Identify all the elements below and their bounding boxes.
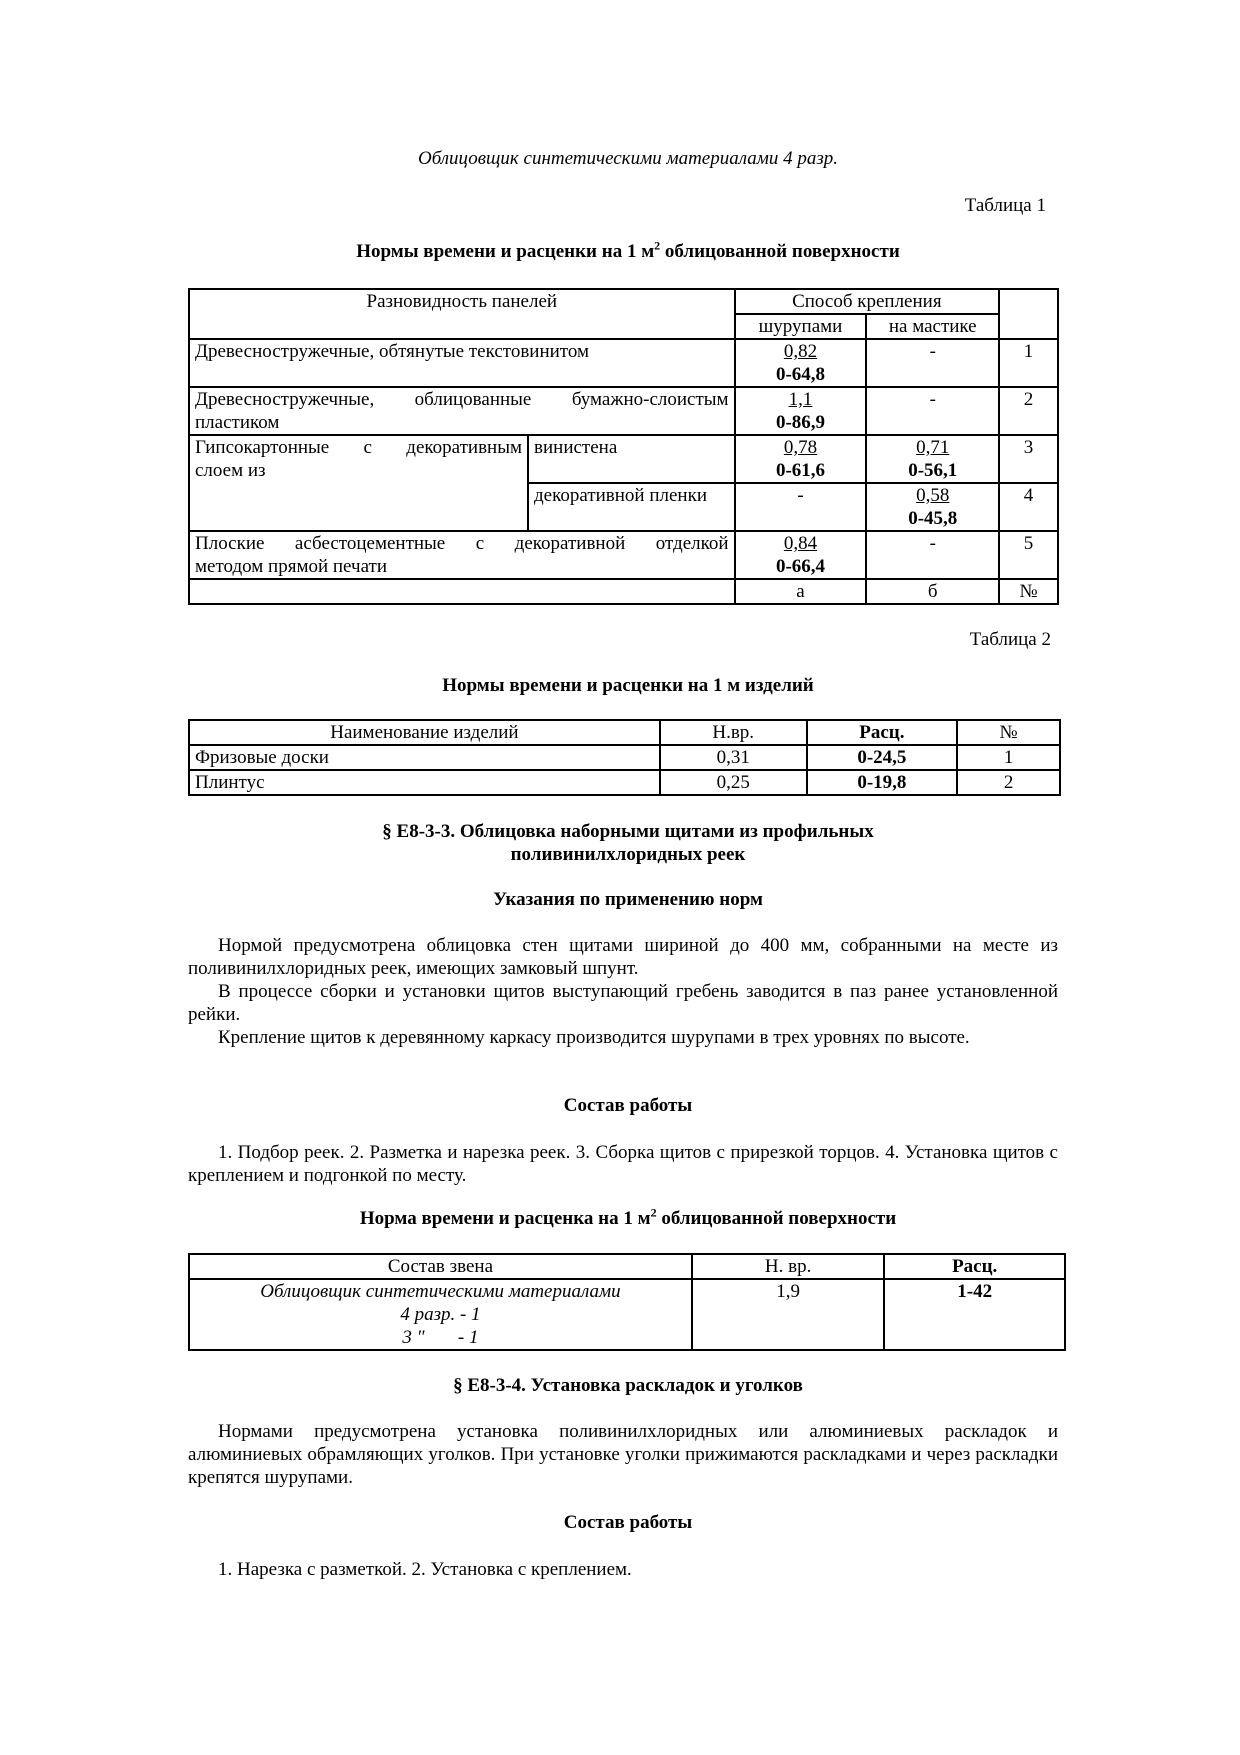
header-mastic: на мастике bbox=[866, 314, 999, 339]
table2-title: Нормы времени и расценки на 1 м изделий bbox=[442, 675, 814, 696]
cell-rate: 0-19,8 bbox=[807, 770, 958, 795]
table2-label: Таблица 2 bbox=[969, 629, 1051, 650]
paragraph: 1. Подбор реек. 2. Разметка и нарезка реек. 3. Сборка щитов с прирезкой торцов. 4. Установка щитов с креплением и подгонкой по месту. bbox=[188, 1142, 1058, 1186]
row-name: Плоские асбестоцементные с декоративной отделкой методом прямой печати bbox=[189, 531, 735, 579]
crew-norm-table bbox=[188, 1253, 1066, 1351]
norm-value: 0,82 bbox=[783, 341, 818, 362]
cell-name: Фризовые доски bbox=[189, 745, 660, 770]
rate-value: 0-61,6 bbox=[775, 460, 826, 481]
norm-value: 0,78 bbox=[783, 437, 818, 458]
cell-rate: 1-42 bbox=[884, 1279, 1065, 1350]
table-header-row bbox=[189, 720, 1060, 745]
norm-value: 0,58 bbox=[916, 485, 950, 506]
cell-mastic bbox=[866, 435, 999, 483]
header-number: № bbox=[957, 720, 1060, 745]
header-fastening-method: Способ крепления bbox=[735, 289, 1000, 314]
cell-mastic: - bbox=[866, 387, 999, 435]
paragraph: Крепление щитов к деревянному каркасу производится шурупами в трех уровнях по высоте. bbox=[218, 1027, 970, 1048]
table-row bbox=[189, 1279, 1065, 1350]
cell-number: 2 bbox=[957, 770, 1060, 795]
paragraph: 1. Нарезка с разметкой. 2. Установка с креплением. bbox=[218, 1559, 632, 1580]
rate-value: 0-66,4 bbox=[775, 556, 826, 577]
table1-label: Таблица 1 bbox=[964, 195, 1046, 216]
header-panel-kind: Разновидность панелей bbox=[189, 289, 735, 339]
table-row bbox=[189, 435, 1058, 483]
work-composition-heading-2: Состав работы bbox=[563, 1512, 693, 1533]
cell-screws bbox=[735, 435, 867, 483]
norm-value: 1,1 bbox=[788, 389, 813, 410]
cell-number: 3 bbox=[999, 435, 1058, 483]
rate-value: 0-45,8 bbox=[908, 508, 958, 529]
norm-title: Норма времени и расценка на 1 $м^2$ облицованной поверхности bbox=[359, 1205, 897, 1229]
table-row bbox=[189, 339, 1058, 387]
footer-blank bbox=[189, 579, 735, 604]
row-subname: винистена bbox=[528, 435, 735, 483]
table-row bbox=[189, 387, 1058, 435]
footer-col-a: а bbox=[735, 579, 867, 604]
row-group-name: Гипсокартонные с декоративным слоем из bbox=[189, 435, 528, 531]
cell-number: 4 bbox=[999, 483, 1058, 531]
cell-number: 1 bbox=[957, 745, 1060, 770]
cell-mastic: - bbox=[866, 531, 999, 579]
cell-rate: 0-24,5 bbox=[807, 745, 958, 770]
section-e8-3-3-title: § Е8-3-3. Облицовка наборными щитами из профильных поливинилхлоридных реек bbox=[382, 821, 874, 865]
table-row bbox=[189, 770, 1060, 795]
norms-table-2 bbox=[188, 719, 1061, 796]
cell-norm: 0,31 bbox=[660, 745, 807, 770]
paragraph: Нормами предусмотрена установка поливинилхлоридных или алюминиевых раскладок и алюминиевых обрамляющих уголков. При установке уголки прижимаются раскладками и через раскладки крепятся шурупами. bbox=[188, 1421, 1058, 1488]
row-subname: декоративной пленки bbox=[528, 483, 735, 531]
table-header-row bbox=[189, 1254, 1065, 1279]
rate-value: 0-56,1 bbox=[908, 460, 958, 481]
cell-number: 2 bbox=[999, 387, 1058, 435]
cell-screws: - bbox=[735, 483, 867, 531]
table-footer-row bbox=[189, 579, 1058, 604]
instructions-text bbox=[188, 934, 1058, 1049]
cell-mastic: - bbox=[866, 339, 999, 387]
table-row bbox=[189, 745, 1060, 770]
rate-value: 0-64,8 bbox=[775, 364, 826, 385]
table-row bbox=[189, 531, 1058, 579]
paragraph: В процессе сборки и установки щитов выступающий гребень заводится в паз ранее установленной рейки. bbox=[188, 981, 1058, 1025]
cell-name: Плинтус bbox=[189, 770, 660, 795]
work-composition-text bbox=[188, 1141, 1058, 1187]
section-e8-3-4-title: § Е8-3-4. Установка раскладок и уголков bbox=[453, 1375, 803, 1396]
header-norm: Н. вр. bbox=[692, 1254, 885, 1279]
header-crew: Состав звена bbox=[189, 1254, 692, 1279]
cell-norm: 0,25 bbox=[660, 770, 807, 795]
work-composition-heading: Состав работы bbox=[563, 1095, 693, 1116]
norm-value: 0,71 bbox=[916, 437, 950, 458]
norm-value: 0,84 bbox=[783, 533, 818, 554]
rate-value: 0-86,9 bbox=[775, 412, 826, 433]
header-product-name: Наименование изделий bbox=[189, 720, 660, 745]
instructions-heading: Указания по применению норм bbox=[493, 889, 763, 910]
table-header-row bbox=[189, 289, 1058, 314]
cell-crew: Облицовщик синтетическими материалами 4 разр. - 1 3 " - 1 bbox=[189, 1279, 692, 1350]
footer-col-n: № bbox=[999, 579, 1058, 604]
header-rate: Расц. bbox=[884, 1254, 1065, 1279]
work-composition-text-2 bbox=[188, 1558, 1058, 1581]
norms-table-1 bbox=[188, 288, 1059, 605]
row-name: Древесностружечные, обтянутые текстовинитом bbox=[189, 339, 735, 387]
cell-number: 1 bbox=[999, 339, 1058, 387]
cell-number: 5 bbox=[999, 531, 1058, 579]
footer-col-b: б bbox=[866, 579, 999, 604]
row-name: Древесностружечные, облицованные бумажно-слоистым пластиком bbox=[189, 387, 735, 435]
page-caption: Облицовщик синтетическими материалами 4 разр. bbox=[417, 148, 839, 169]
header-number-blank bbox=[999, 289, 1058, 339]
cell-norm: 1,9 bbox=[692, 1279, 885, 1350]
table1-title: Нормы времени и расценки на 1 $м^2$ облицованной поверхности bbox=[356, 238, 900, 262]
header-norm: Н.вр. bbox=[660, 720, 807, 745]
cell-screws bbox=[735, 339, 867, 387]
cell-screws bbox=[735, 531, 867, 579]
cell-mastic bbox=[866, 483, 999, 531]
paragraph: Нормой предусмотрена облицовка стен щитами шириной до 400 мм, собранными на месте из поливинилхлоридных реек, имеющих замковый шпунт. bbox=[188, 935, 1058, 979]
section-e8-3-4-text bbox=[188, 1420, 1058, 1489]
header-screws: шурупами bbox=[735, 314, 867, 339]
header-rate: Расц. bbox=[807, 720, 958, 745]
cell-screws bbox=[735, 387, 867, 435]
